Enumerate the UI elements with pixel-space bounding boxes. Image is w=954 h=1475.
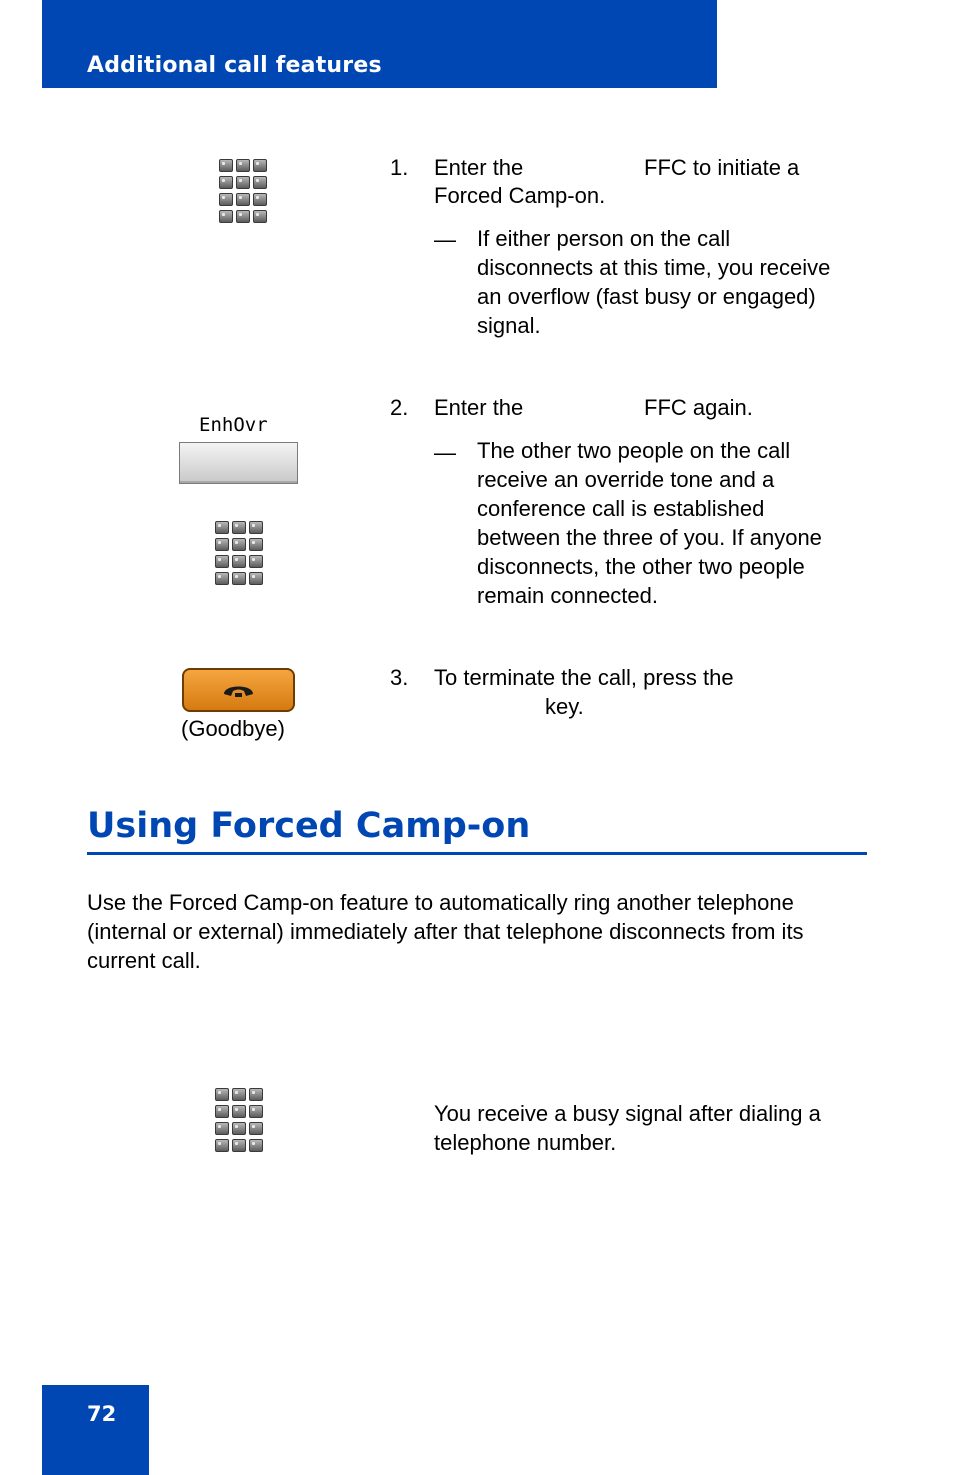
keypad-key bbox=[253, 193, 267, 206]
step-note-line: conference call is established bbox=[477, 496, 765, 521]
keypad-key bbox=[249, 521, 263, 534]
condition-line: You receive a busy signal after dialing a bbox=[434, 1101, 821, 1126]
section-intro-line: (internal or external) immediately after that telephone disconnects from its bbox=[87, 919, 804, 944]
goodbye-label: (Goodbye) bbox=[181, 716, 285, 741]
step-text: FFC again. bbox=[644, 395, 753, 420]
step-note bbox=[477, 436, 877, 610]
step-text: Forced Camp-on. bbox=[434, 183, 606, 208]
note-dash: — bbox=[434, 227, 456, 252]
keypad-key bbox=[232, 1122, 246, 1135]
enhovr-softkey-button[interactable] bbox=[179, 442, 298, 484]
section-intro-line: Use the Forced Camp-on feature to automatically ring another telephone bbox=[87, 890, 794, 915]
section-intro-line: current call. bbox=[87, 948, 201, 973]
step-note-line: If either person on the call bbox=[477, 226, 731, 251]
keypad-key bbox=[232, 1088, 246, 1101]
keypad-key bbox=[232, 1105, 246, 1118]
step-text: key. bbox=[545, 694, 584, 719]
page-number-box bbox=[42, 1385, 149, 1475]
keypad-key bbox=[219, 176, 233, 189]
keypad-key bbox=[232, 521, 246, 534]
keypad-key bbox=[232, 572, 246, 585]
step-note-line: remain connected. bbox=[477, 583, 658, 608]
step-note-line: between the three of you. If anyone bbox=[477, 525, 822, 550]
keypad-key bbox=[236, 210, 250, 223]
keypad-key bbox=[249, 1122, 263, 1135]
keypad-key bbox=[232, 555, 246, 568]
keypad-key bbox=[215, 1088, 229, 1101]
keypad-key bbox=[219, 210, 233, 223]
header-bar bbox=[42, 0, 717, 88]
step-note-line: The other two people on the call bbox=[477, 438, 791, 463]
header-title: Additional call features bbox=[87, 53, 382, 78]
keypad-key bbox=[236, 159, 250, 172]
step-text: To terminate the call, press the bbox=[434, 665, 734, 690]
step-text: Enter the bbox=[434, 155, 524, 180]
keypad-key bbox=[219, 159, 233, 172]
step-note-line: disconnects at this time, you receive bbox=[477, 255, 831, 280]
section-divider bbox=[87, 852, 867, 855]
keypad-key bbox=[236, 176, 250, 189]
keypad-key bbox=[236, 193, 250, 206]
keypad-key bbox=[215, 555, 229, 568]
keypad-key bbox=[249, 572, 263, 585]
step-number: 3. bbox=[390, 665, 409, 690]
keypad-key bbox=[249, 1105, 263, 1118]
step-text: Enter the bbox=[434, 395, 524, 420]
keypad-key bbox=[249, 1088, 263, 1101]
keypad-key bbox=[215, 1105, 229, 1118]
step-note bbox=[477, 224, 877, 340]
keypad-icon bbox=[219, 159, 267, 225]
keypad-key bbox=[215, 1122, 229, 1135]
keypad-key bbox=[249, 538, 263, 551]
keypad-key bbox=[215, 572, 229, 585]
step-number: 2. bbox=[390, 395, 409, 420]
keypad-icon bbox=[215, 521, 263, 587]
page-number: 72 bbox=[87, 1402, 117, 1426]
step-note-line: receive an override tone and a bbox=[477, 467, 775, 492]
step-text: FFC to initiate a bbox=[644, 155, 800, 180]
section-title: Using Forced Camp-on bbox=[87, 806, 531, 846]
keypad-key bbox=[249, 555, 263, 568]
keypad-key bbox=[253, 176, 267, 189]
keypad-key bbox=[215, 521, 229, 534]
step-note-line: disconnects, the other two people bbox=[477, 554, 805, 579]
handset-icon bbox=[182, 670, 295, 710]
keypad-key bbox=[215, 538, 229, 551]
keypad-key bbox=[219, 193, 233, 206]
keypad-key bbox=[253, 210, 267, 223]
softkey-label: EnhOvr bbox=[199, 414, 268, 436]
condition-text bbox=[434, 1099, 894, 1157]
keypad-key bbox=[232, 538, 246, 551]
keypad-icon bbox=[215, 1088, 263, 1154]
keypad-key bbox=[249, 1139, 263, 1152]
step-note-line: signal. bbox=[477, 313, 541, 338]
note-dash: — bbox=[434, 440, 456, 465]
section-intro bbox=[87, 888, 887, 975]
condition-line: telephone number. bbox=[434, 1130, 617, 1155]
keypad-key bbox=[232, 1139, 246, 1152]
step-note-line: an overflow (fast busy or engaged) bbox=[477, 284, 816, 309]
goodbye-button[interactable] bbox=[182, 668, 295, 712]
step-number: 1. bbox=[390, 155, 409, 180]
keypad-key bbox=[215, 1139, 229, 1152]
keypad-key bbox=[253, 159, 267, 172]
